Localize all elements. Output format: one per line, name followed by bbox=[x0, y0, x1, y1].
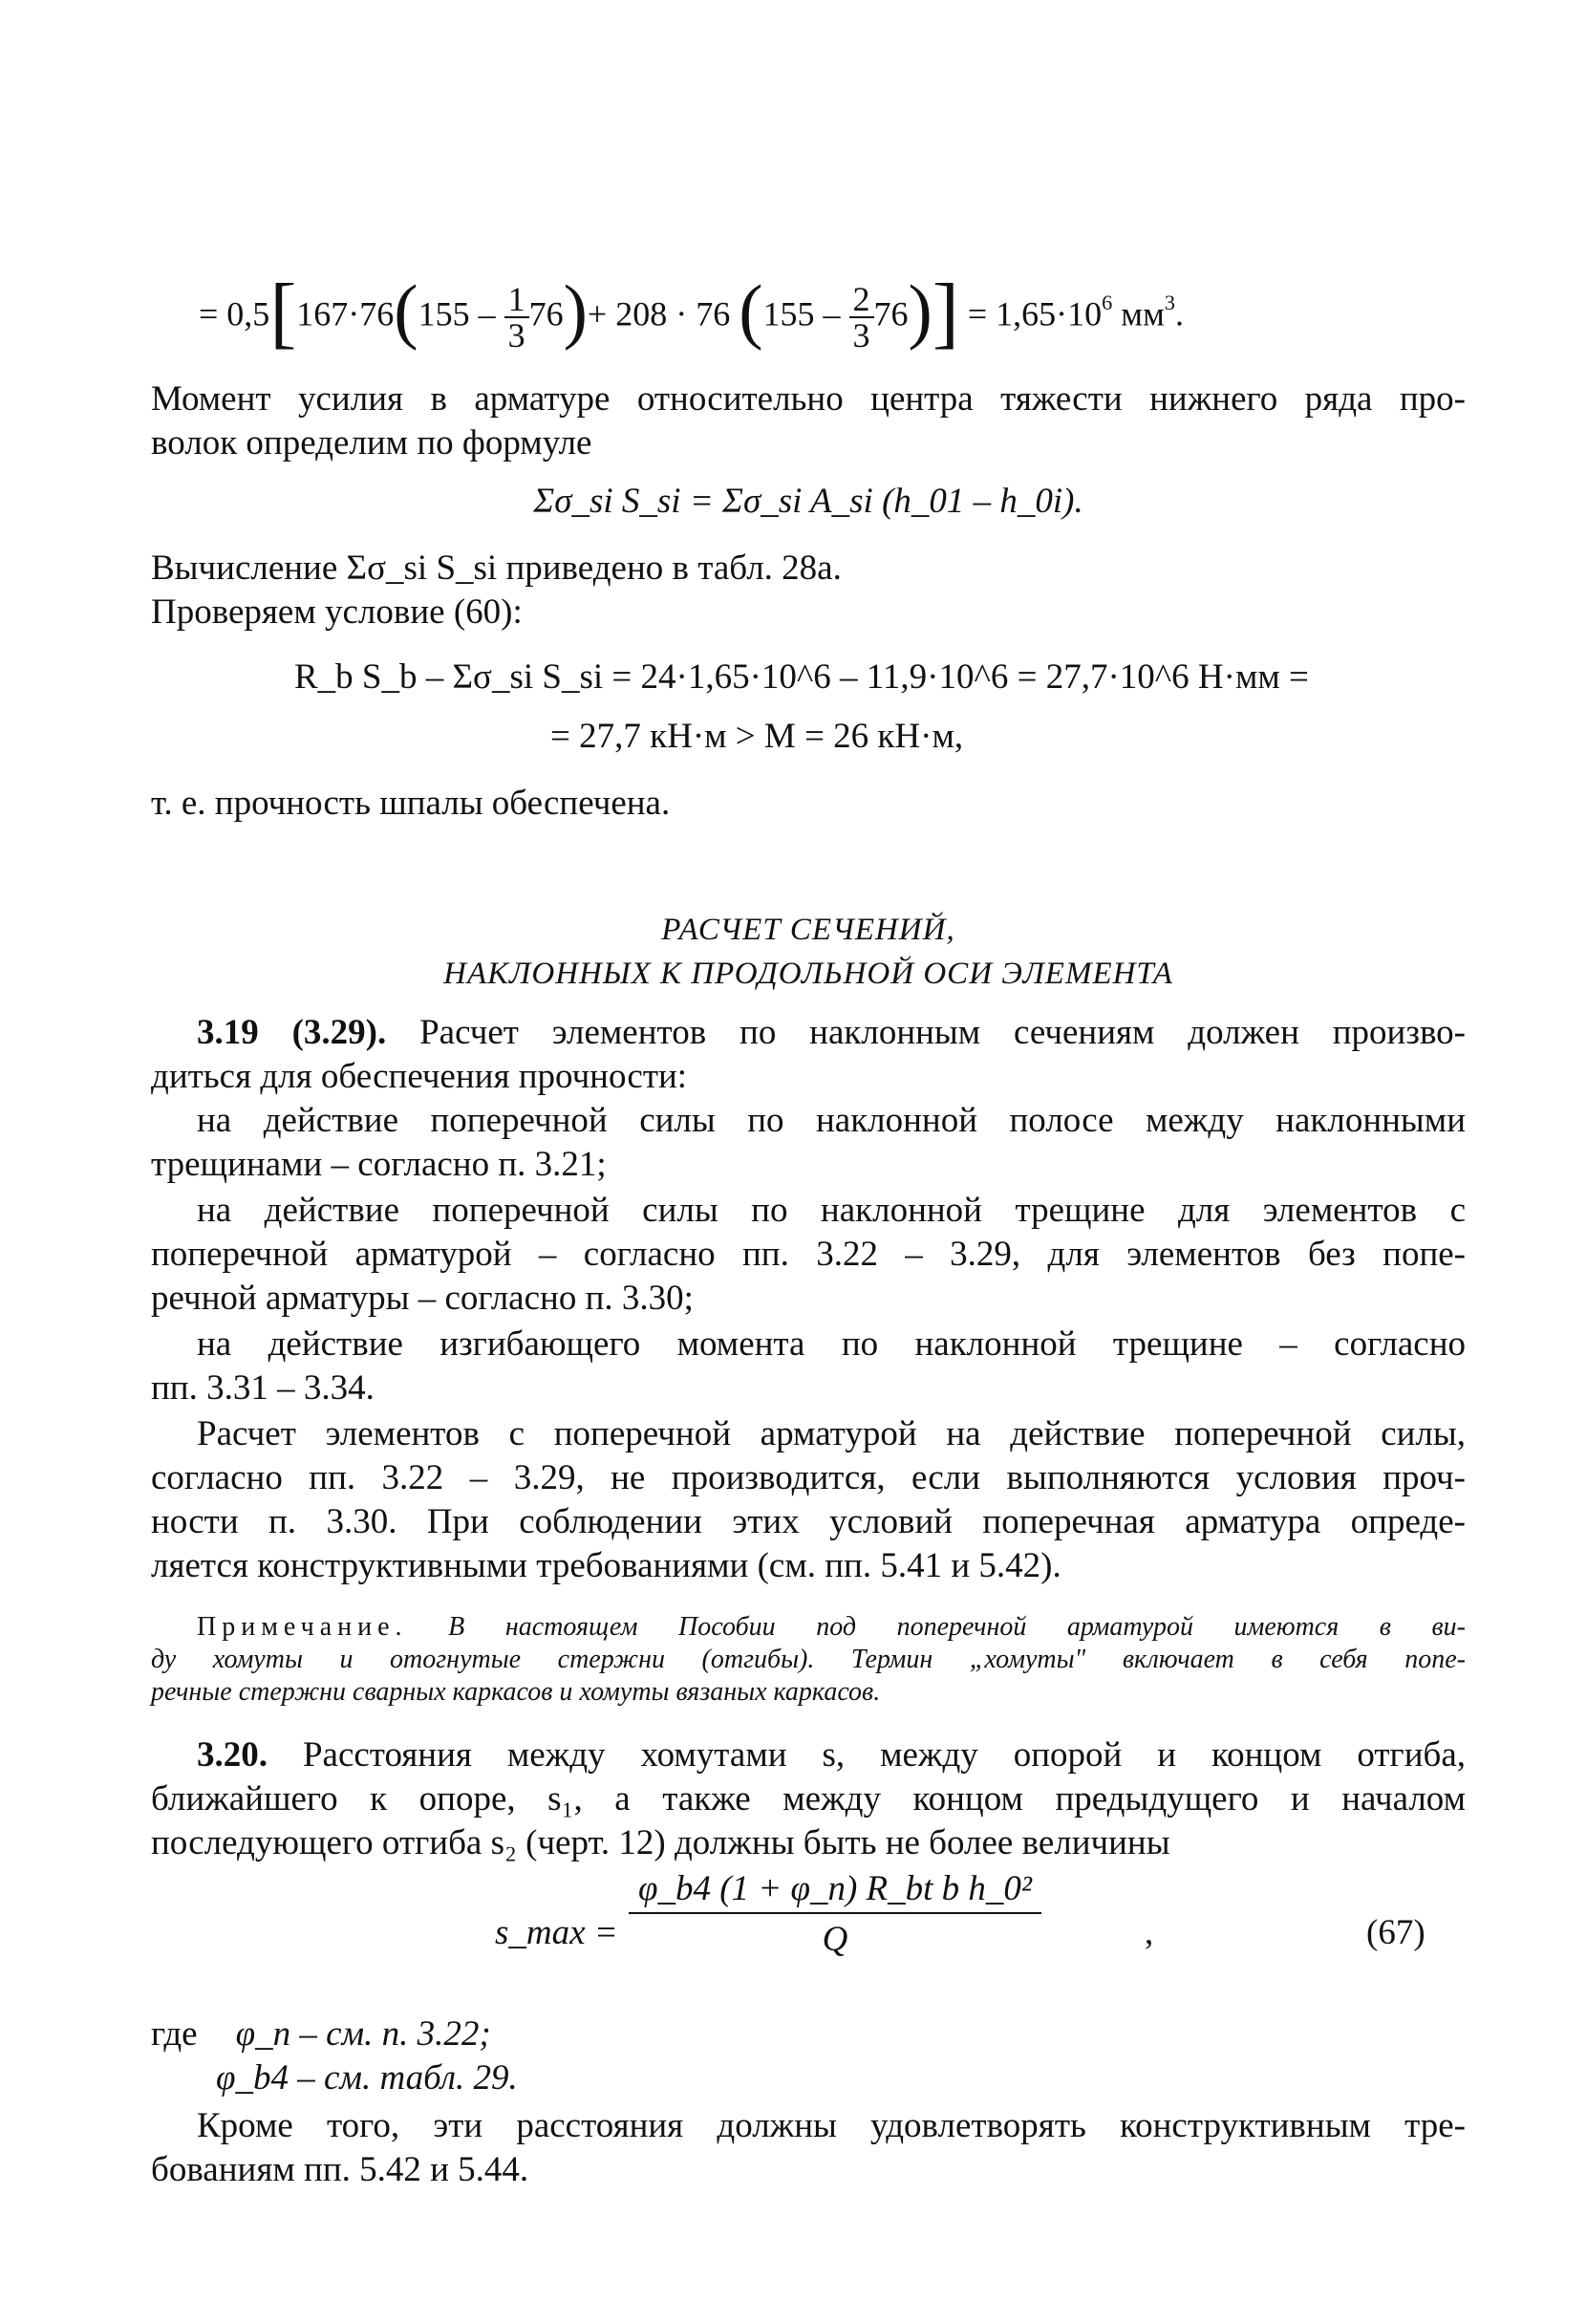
section-319-line5: на действие поперечной силы по наклонной трещине для элементов с bbox=[197, 1191, 1466, 1230]
section-319-line6: поперечной арматурой – согласно пп. 3.22 – 3.29, для элементов без попе- bbox=[151, 1235, 1466, 1274]
note-line2: ду хомуты и отогнутые стержни (отгибы). Термин „хомуты" включает в себя попе- bbox=[151, 1645, 1466, 1674]
section-319-line7: речной арматуры – согласно п. 3.30; bbox=[151, 1279, 694, 1318]
formula-top-coef: 167·76 bbox=[296, 294, 395, 334]
calc-check1: R_b S_b – Σσ_si S_si = 24·1,65·10^6 – 11,9·10^6 = 27,7·10^6 Н·мм = bbox=[294, 657, 1309, 697]
calc-line2: Проверяем условие (60): bbox=[151, 592, 523, 632]
section-319-line1: 3.19 (3.29). Расчет элементов по наклонным сечениям должен произво- bbox=[197, 1013, 1466, 1052]
calc-line3: т. е. прочность шпалы обеспечена. bbox=[151, 784, 671, 823]
paragraph-moment-line1: Момент усилия в арматуре относительно центра тяжести нижнего ряда про- bbox=[151, 379, 1466, 419]
note-label: Примечание. bbox=[197, 1612, 408, 1642]
formula-moment: Σσ_si S_si = Σσ_si A_si (h_01 – h_0i). bbox=[533, 482, 1083, 521]
formula-top-term2b: 76 bbox=[873, 294, 909, 334]
section-319-line12: ности п. 3.30. При соблюдении этих условий поперечная арматура опреде- bbox=[151, 1502, 1466, 1541]
section-320-number: 3.20. bbox=[197, 1735, 268, 1775]
formula-67: s_max = $\frac{\text{φ\_b4 (1 + φ\_n) R\_bt b h\_0²}}{Q}$ , (67) bbox=[495, 1869, 1425, 1959]
where-label: где bbox=[151, 2014, 198, 2054]
formula-top-term1b: 76 bbox=[528, 294, 564, 334]
section-heading-line2: НАКЛОННЫХ К ПРОДОЛЬНОЙ ОСИ ЭЛЕМЕНТА bbox=[443, 957, 1173, 991]
final-line2: бованиям пп. 5.42 и 5.44. bbox=[151, 2150, 529, 2189]
formula-top: = 0,5[167·76(155 – $\frac{1}{3}$ 76)+ 208 · 76 (155 – $\frac{2}{3}$ $76)] = 1,65\cdot 10^6$ $мм^3$. bbox=[199, 268, 1184, 357]
formula-67-fraction bbox=[629, 1871, 1041, 1957]
formula-top-lead: = 0,5 bbox=[199, 294, 270, 334]
section-319-line9: пп. 3.31 – 3.34. bbox=[151, 1368, 375, 1408]
note-line1: Примечание. В настоящем Пособии под поперечной арматурой имеются в ви- bbox=[197, 1612, 1467, 1642]
section-320-line1: 3.20. Расстояния между хомутами s, между опорой и концом отгиба, bbox=[197, 1735, 1466, 1775]
formula-top-unit: мм bbox=[1121, 294, 1165, 334]
fraction-one-third: $\frac{1}{3}$ bbox=[504, 282, 529, 353]
section-319-line10: Расчет элементов с поперечной арматурой на действие поперечной силы, bbox=[197, 1414, 1466, 1453]
formula-67-numerator: φ_b4 (1 + φ_n) R_bt b h_0² bbox=[629, 1871, 1041, 1914]
formula-67-number: (67) bbox=[1366, 1913, 1425, 1952]
formula-67-lhs: s_max = bbox=[495, 1913, 618, 1952]
section-319-line8: на действие изгибающего момента по наклонной трещине – согласно bbox=[197, 1324, 1466, 1364]
note-line3: речные стержни сварных каркасов и хомуты вязаных каркасов. bbox=[151, 1677, 881, 1707]
formula-top-result: = 1,65·10 bbox=[967, 294, 1103, 334]
final-line1: Кроме того, эти расстояния должны удовлетворять конструктивным тре- bbox=[197, 2106, 1466, 2145]
formula-top-plus: + 208 · 76 bbox=[587, 294, 731, 334]
section-319-line3: на действие поперечной силы по наклонной полосе между наклонными bbox=[197, 1101, 1466, 1140]
formula-top-term2a: 155 – bbox=[762, 294, 841, 334]
section-319-line11: согласно пп. 3.22 – 3.29, не производится, если выполняются условия проч- bbox=[151, 1458, 1466, 1497]
formula-top-term1a: 155 – bbox=[418, 294, 496, 334]
paragraph-moment-line2: волок определим по формуле bbox=[151, 423, 592, 463]
section-319-number: 3.19 (3.29). bbox=[197, 1013, 387, 1052]
calc-line1: Вычисление Σσ_si S_si приведено в табл. 28а. bbox=[151, 549, 842, 588]
section-heading-line1: РАСЧЕТ СЕЧЕНИЙ, bbox=[661, 913, 955, 947]
fraction-two-thirds: $\frac{2}{3}$ bbox=[849, 282, 874, 353]
section-320-line2: ближайшего к опоре, s₁, а также между концом предыдущего и началом bbox=[151, 1779, 1466, 1818]
where-line1: где φ_n – см. п. 3.22; bbox=[151, 2014, 491, 2054]
calc-check2: = 27,7 кН·м > M = 26 кН·м, bbox=[550, 717, 964, 756]
section-319-line4: трещинами – согласно п. 3.21; bbox=[151, 1145, 607, 1184]
section-319-line13: ляется конструктивными требованиями (см. пп. 5.41 и 5.42). bbox=[151, 1546, 1061, 1585]
section-319-line2: диться для обеспечения прочности: bbox=[151, 1057, 688, 1096]
formula-67-denominator: Q bbox=[822, 1920, 848, 1959]
section-320-line3: последующего отгиба s₂ (черт. 12) должны быть не более величины bbox=[151, 1823, 1170, 1862]
where-line2: φ_b4 – см. табл. 29. bbox=[216, 2058, 518, 2098]
